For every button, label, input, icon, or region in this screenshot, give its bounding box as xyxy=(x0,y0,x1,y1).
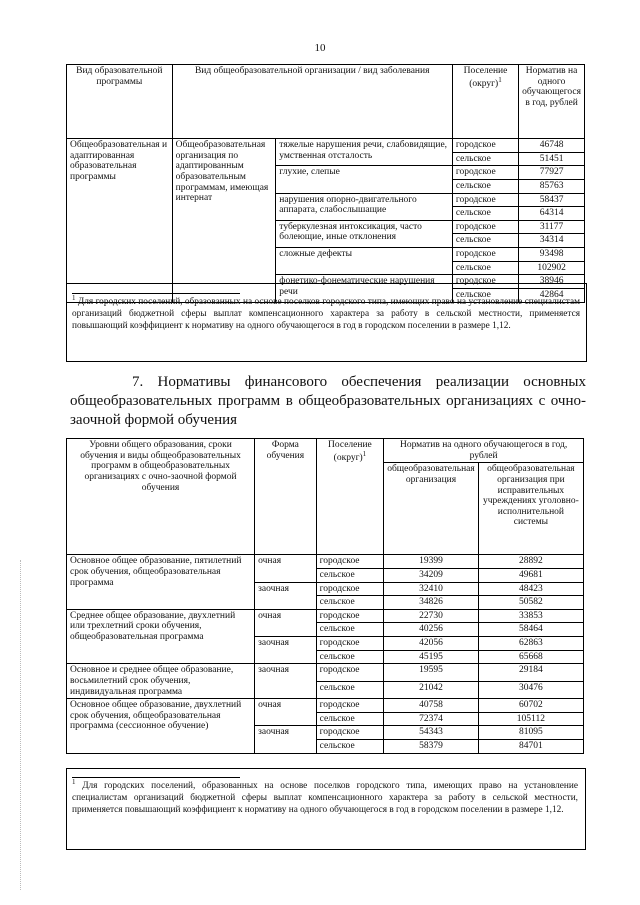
norm-penal-cell: 105112 xyxy=(478,712,583,726)
norm-penal-cell: 50582 xyxy=(478,596,583,610)
norm-general-cell: 19595 xyxy=(384,664,479,681)
disease-cell: нарушения опорно-двигательного аппарата, слабослышащие xyxy=(276,193,453,220)
settlement-cell: городское xyxy=(316,699,384,713)
norm-penal-cell: 48423 xyxy=(478,582,583,596)
settlement-cell: сельское xyxy=(452,288,518,302)
table-row xyxy=(67,664,584,681)
norm-value-cell: 102902 xyxy=(519,261,585,275)
header-norm: Норматив на одного обучающегося в год, рублей xyxy=(519,65,585,139)
settlement-cell: сельское xyxy=(316,681,384,698)
norm-general-cell: 19399 xyxy=(384,555,479,569)
settlement-cell: городское xyxy=(316,664,384,681)
norm-general-cell: 45195 xyxy=(384,650,479,664)
norm-penal-cell: 30476 xyxy=(478,681,583,698)
table-row xyxy=(67,699,584,713)
footnote-2: $^1$ Для городских поселений, образованных на основе поселков городского типа, имеющих право на установление специалистам организаций бюджетной сферы выплат компенсационного характера за работу в сельской местности, применяется повышающий коэффициент к нормативу на одного обучающегося в год в городском поселении в размере 1,12. xyxy=(72,778,578,816)
norm-general-cell: 34209 xyxy=(384,568,479,582)
norm-general-cell: 40256 xyxy=(384,623,479,637)
norm-value-cell: 38946 xyxy=(519,275,585,289)
table-adapted-programs xyxy=(66,64,585,303)
page-number: 10 xyxy=(314,42,326,54)
norm-value-cell: 46748 xyxy=(519,139,585,153)
header-norm-penal: общеобразовательная организация при исправительных учреждениях уголовно-исполнительной системы xyxy=(478,463,583,555)
level-cell: Основное общее образование, пятилетний срок обучения, общеобразовательная программа xyxy=(67,555,255,610)
form-cell: очная xyxy=(255,699,317,726)
norm-value-cell: 64314 xyxy=(519,207,585,221)
settlement-cell: городское xyxy=(316,609,384,623)
norm-penal-cell: 29184 xyxy=(478,664,583,681)
norm-value-cell: 51451 xyxy=(519,152,585,166)
settlement-cell: сельское xyxy=(452,207,518,221)
settlement-cell: городское xyxy=(452,248,518,262)
footnote-1: $^1$ Для городских поселений, образованных на основе поселков городского типа, имеющих право на установление специалистам организаций бюджетной сферы выплат компенсационного характера за работу в сельской местности, применяется повышающий коэффициент к нормативу на одного обучающегося в год в городском поселении в размере 1,12. xyxy=(72,294,580,332)
norm-general-cell: 40758 xyxy=(384,699,479,713)
header-level: Уровни общего образования, сроки обучения и виды общеобразовательных программ в общеобразовательных организациях с очно-заочной формой обучения xyxy=(67,439,255,555)
disease-cell: тяжелые нарушения речи, слабовидящие, умственная отсталость xyxy=(276,139,453,166)
settlement-cell: городское xyxy=(316,637,384,651)
norm-penal-cell: 60702 xyxy=(478,699,583,713)
header-settlement: Поселение (округ)$^1$ xyxy=(452,65,518,139)
settlement-cell: городское xyxy=(316,726,384,740)
norm-penal-cell: 49681 xyxy=(478,568,583,582)
norm-penal-cell: 65668 xyxy=(478,650,583,664)
disease-cell: сложные дефекты xyxy=(276,248,453,275)
norm-general-cell: 22730 xyxy=(384,609,479,623)
settlement-cell: городское xyxy=(452,166,518,180)
settlement-cell: городское xyxy=(316,582,384,596)
settlement-cell: городское xyxy=(452,220,518,234)
norm-penal-cell: 33853 xyxy=(478,609,583,623)
level-cell: Основное общее образование, двухлетний срок обучения, общеобразовательная программа (сессионное обучение) xyxy=(67,699,255,754)
program-type-cell: Общеобразовательная и адаптированная образовательная программы xyxy=(67,139,173,303)
norm-penal-cell: 58464 xyxy=(478,623,583,637)
settlement-cell: сельское xyxy=(316,623,384,637)
norm-value-cell: 85763 xyxy=(519,179,585,193)
header-org-type: Вид общеобразовательной организации / вид заболевания xyxy=(172,65,452,139)
norm-general-cell: 58379 xyxy=(384,740,479,754)
norm-penal-cell: 81095 xyxy=(478,726,583,740)
norm-value-cell: 42864 xyxy=(519,288,585,302)
table-part-time-programs xyxy=(66,438,584,754)
settlement-cell: сельское xyxy=(452,261,518,275)
table-row xyxy=(67,609,584,623)
settlement-cell: городское xyxy=(452,139,518,153)
norm-penal-cell: 84701 xyxy=(478,740,583,754)
disease-cell: туберкулезная интоксикация, часто болеющие, иные отклонения xyxy=(276,220,453,247)
scan-margin-line xyxy=(20,560,21,890)
form-cell: заочная xyxy=(255,582,317,609)
settlement-cell: сельское xyxy=(316,650,384,664)
settlement-cell: сельское xyxy=(316,568,384,582)
form-cell: очная xyxy=(255,609,317,636)
header-form: Форма обучения xyxy=(255,439,317,555)
settlement-cell: сельское xyxy=(452,152,518,166)
settlement-cell: сельское xyxy=(452,179,518,193)
norm-value-cell: 93498 xyxy=(519,248,585,262)
form-cell: заочная xyxy=(255,664,317,699)
form-cell: очная xyxy=(255,555,317,582)
settlement-cell: городское xyxy=(452,275,518,289)
settlement-cell: сельское xyxy=(452,234,518,248)
settlement-cell: сельское xyxy=(316,712,384,726)
norm-general-cell: 42056 xyxy=(384,637,479,651)
norm-penal-cell: 62863 xyxy=(478,637,583,651)
norm-value-cell: 77927 xyxy=(519,166,585,180)
header-settlement: Поселение (округ)$^1$ xyxy=(316,439,384,555)
section-7-heading: 7. Нормативы финансового обеспечения реализации основных общеобразовательных программ в общеобразовательных организациях с очно-заочной формой обучения xyxy=(70,374,587,429)
norm-general-cell: 54343 xyxy=(384,726,479,740)
level-cell: Среднее общее образование, двухлетний или трехлетний сроки обучения, общеобразовательная программа xyxy=(67,609,255,664)
norm-value-cell: 34314 xyxy=(519,234,585,248)
header-program-type: Вид образовательной программы xyxy=(67,65,173,139)
settlement-cell: сельское xyxy=(316,596,384,610)
table-row xyxy=(67,555,584,569)
norm-value-cell: 31177 xyxy=(519,220,585,234)
settlement-cell: городское xyxy=(452,193,518,207)
form-cell: заочная xyxy=(255,637,317,664)
disease-cell: глухие, слепые xyxy=(276,166,453,193)
settlement-cell: городское xyxy=(316,555,384,569)
header-norm: Норматив на одного обучающегося в год, рублей xyxy=(384,439,584,463)
norm-value-cell: 58437 xyxy=(519,193,585,207)
level-cell: Основное и среднее общее образование, восьмилетний срок обучения, индивидуальная программа xyxy=(67,664,255,699)
norm-general-cell: 72374 xyxy=(384,712,479,726)
table-row xyxy=(67,139,585,153)
disease-cell: фонетико-фонематические нарушения речи xyxy=(276,275,453,302)
form-cell: заочная xyxy=(255,726,317,753)
settlement-cell: сельское xyxy=(316,740,384,754)
org-type-cell: Общеобразовательная организация по адаптированным образовательным программам, имеющая интернат xyxy=(172,139,276,303)
norm-penal-cell: 28892 xyxy=(478,555,583,569)
header-norm-general: общеобразовательная организация xyxy=(384,463,479,555)
norm-general-cell: 32410 xyxy=(384,582,479,596)
norm-general-cell: 34826 xyxy=(384,596,479,610)
norm-general-cell: 21042 xyxy=(384,681,479,698)
